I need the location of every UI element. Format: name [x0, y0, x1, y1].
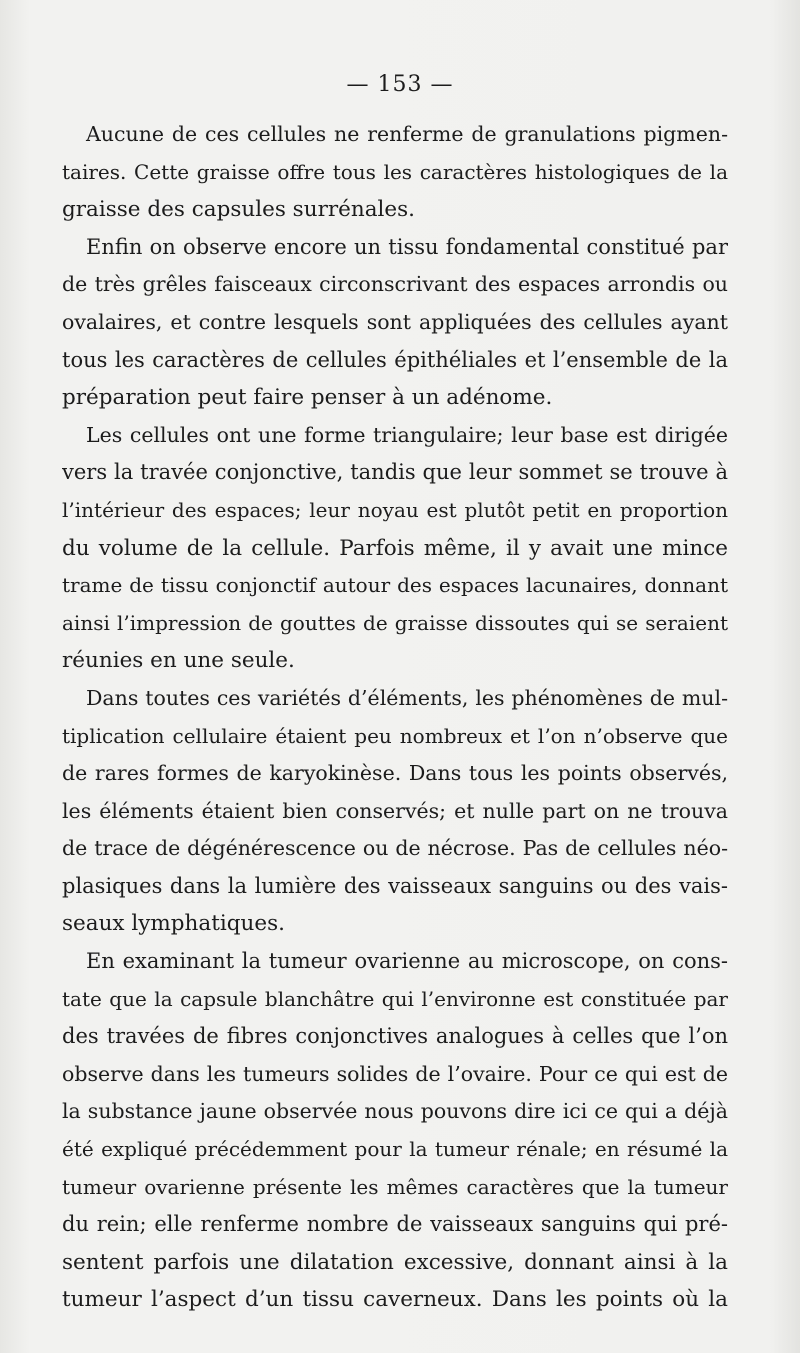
- text-line: été expliqué précédemment pour la tumeur rénale; en résumé la: [62, 1137, 728, 1162]
- text-line: réunies en une seule.: [62, 648, 295, 674]
- text-line: la substance jaune observée nous pouvons dire ici ce qui a déjà: [62, 1099, 728, 1124]
- text-line: des travées de fibres conjonctives analogues à celles que l’on: [62, 1024, 728, 1049]
- text-line: taires. Cette graisse offre tous les caractères histologiques de la: [62, 159, 728, 184]
- text-line: tumeur l’aspect d’un tissu caverneux. Dans les points où la: [62, 1287, 728, 1313]
- text-line: Dans toutes ces variétés d’éléments, les phénomènes de mul-: [86, 685, 728, 710]
- text-line: de rares formes de karyokinèse. Dans tous les points observés,: [62, 761, 728, 786]
- text-line: tumeur ovarienne présente les mêmes caractères que la tumeur: [62, 1174, 728, 1199]
- text-line: l’intérieur des espaces; leur noyau est plutôt petit en proportion: [62, 497, 728, 522]
- text-line: observe dans les tumeurs solides de l’ovaire. Pour ce qui est de: [62, 1061, 728, 1086]
- text-line: du volume de la cellule. Parfois même, il y avait une mince: [62, 535, 728, 561]
- text-line: tate que la capsule blanchâtre qui l’environne est constituée par: [62, 986, 728, 1011]
- text-line: Aucune de ces cellules ne renferme de granulations pigmen-: [86, 122, 728, 146]
- text-line: ainsi l’impression de gouttes de graisse dissoutes qui se seraient: [62, 610, 728, 635]
- text-line: de trace de dégénérescence ou de nécrose. Pas de cellules néo-: [62, 836, 728, 861]
- text-line: graisse des capsules surrénales.: [62, 197, 415, 223]
- text-line: sentent parfois une dilatation excessive, donnant ainsi à la: [62, 1249, 728, 1275]
- body-text: [62, 116, 728, 1319]
- text-line: Les cellules ont une forme triangulaire; leur base est dirigée: [86, 422, 728, 447]
- text-line: plasiques dans la lumière des vaisseaux sanguins ou des vais-: [62, 873, 728, 898]
- text-line: ovalaires, et contre lesquels sont appliquées des cellules ayant: [62, 309, 728, 334]
- text-line: de très grêles faisceaux circonscrivant des espaces arrondis ou: [62, 272, 728, 297]
- text-line: du rein; elle renferme nombre de vaisseaux sanguins qui pré-: [62, 1212, 728, 1237]
- page-number: — 153 —: [346, 72, 454, 97]
- text-line: les éléments étaient bien conservés; et nulle part on ne trouva: [62, 798, 728, 823]
- text-line: tous les caractères de cellules épithéliales et l’ensemble de la: [62, 347, 728, 372]
- text-line: seaux lymphatiques.: [62, 911, 285, 937]
- text-line: préparation peut faire penser à un adénome.: [62, 385, 553, 411]
- text-line: trame de tissu conjonctif autour des espaces lacunaires, donnant: [62, 573, 728, 598]
- text-line: tiplication cellulaire étaient peu nombreux et l’on n’observe que: [62, 723, 728, 748]
- text-line: vers la travée conjonctive, tandis que leur sommet se trouve à: [62, 460, 728, 485]
- text-line: Enfin on observe encore un tissu fondamental constitué par: [86, 234, 728, 259]
- text-line: En examinant la tumeur ovarienne au microscope, on cons-: [86, 949, 728, 974]
